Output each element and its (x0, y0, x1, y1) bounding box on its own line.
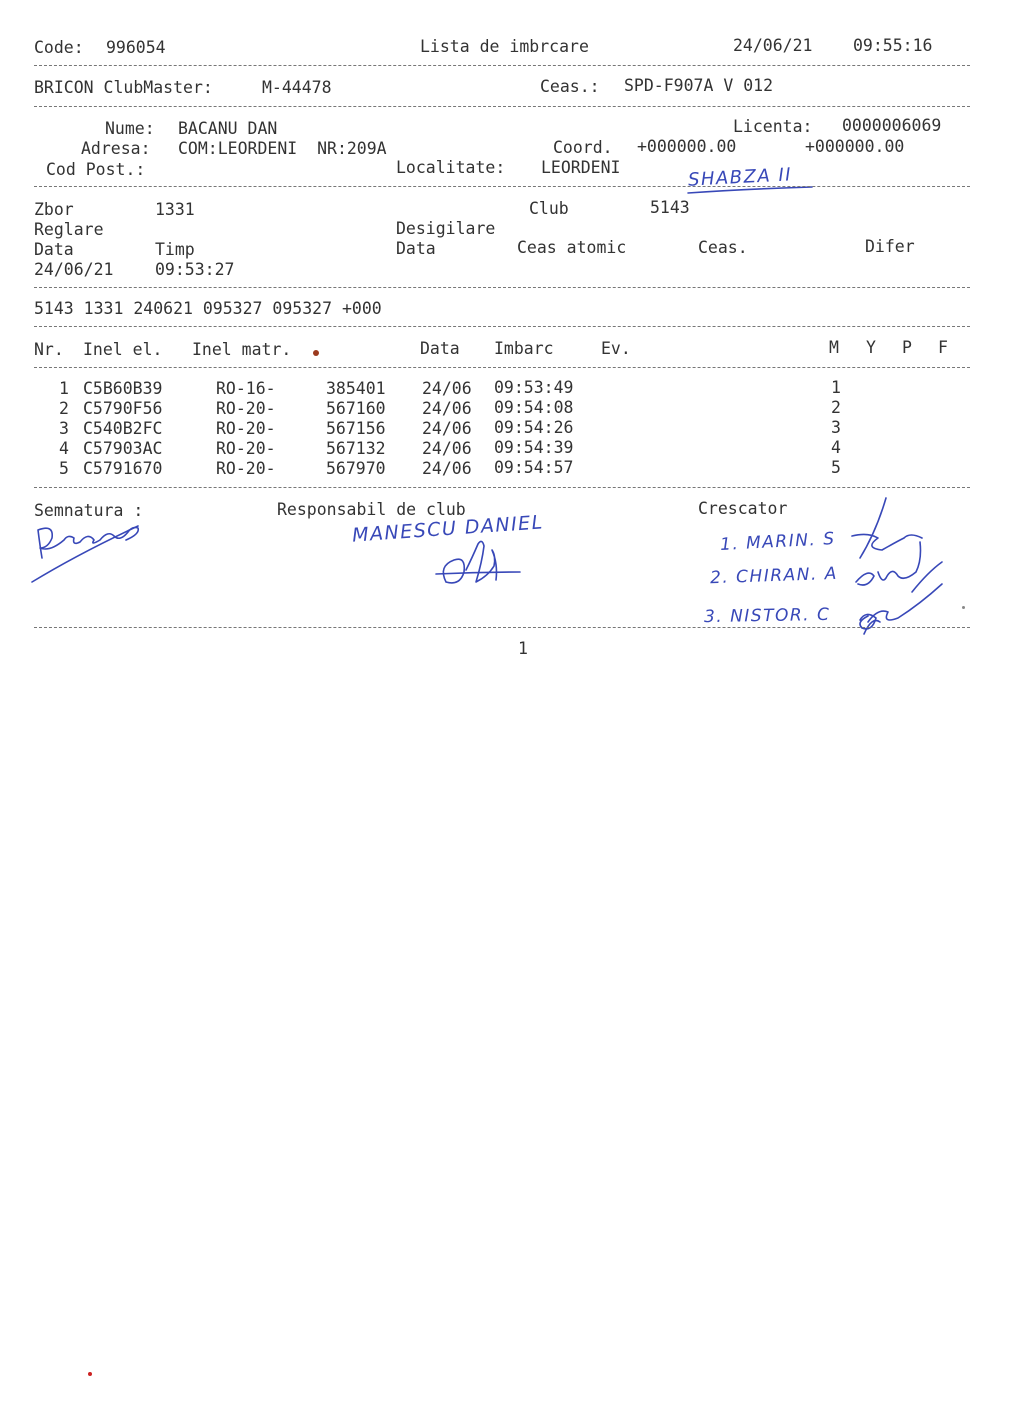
setting-label: Reglare (34, 220, 104, 239)
license-value: 0000006069 (842, 116, 942, 135)
row-time: 09:54:26 (494, 418, 574, 437)
row-chip: C5790F56 (83, 399, 163, 418)
breeder-1: 1. MARIN. S (719, 528, 836, 556)
handwritten-note: SHABZA II (687, 164, 793, 191)
row-ring-number: 567132 (326, 439, 386, 458)
row-nr: 2 (59, 399, 69, 418)
flight-label: Zbor (34, 200, 74, 219)
row-m: 2 (831, 398, 841, 417)
address-label: Adresa: (81, 139, 151, 158)
col-header-ring-number: Inel matr. (192, 340, 292, 359)
row-chip: C5B60B39 (83, 379, 163, 398)
flight-value: 1331 (155, 200, 195, 219)
divider (34, 627, 970, 628)
row-ring-number: 567156 (326, 419, 386, 438)
club-label: Club (529, 199, 569, 218)
club-value: 5143 (650, 198, 690, 217)
print-date: 24/06/21 (733, 36, 813, 55)
col-header-y: Y (866, 338, 876, 357)
atomic-clock-label: Ceas atomic (517, 238, 627, 257)
difference-label: Difer (865, 237, 915, 256)
row-chip: C540B2FC (83, 419, 163, 438)
unsealing-label: Desigilare (396, 219, 496, 238)
row-chip: C57903AC (83, 439, 163, 458)
col-header-f: F (938, 338, 948, 357)
coord-x: +000000.00 (637, 137, 737, 156)
setting-time-label: Timp (155, 240, 195, 259)
breeder-3: 3. NISTOR. C (703, 604, 831, 628)
code-value: 996054 (106, 38, 166, 57)
row-m: 3 (831, 418, 841, 437)
row-ring-prefix: RO-20- (216, 399, 276, 418)
row-ring-number: 567970 (326, 459, 386, 478)
row-time: 09:53:49 (494, 378, 574, 397)
setting-time: 09:53:27 (155, 260, 235, 279)
row-nr: 4 (59, 439, 69, 458)
col-header-event: Ev. (601, 339, 631, 358)
divider (34, 487, 970, 488)
col-header-p: P (902, 338, 912, 357)
row-date: 24/06 (422, 379, 472, 398)
coord-y: +000000.00 (805, 137, 905, 156)
setting-date-label: Data (34, 240, 74, 259)
scan-speck (88, 1372, 92, 1376)
row-ring-number: 385401 (326, 379, 386, 398)
postal-code-label: Cod Post.: (46, 160, 146, 179)
club-responsible-label: Responsabil de club (277, 500, 466, 519)
row-time: 09:54:39 (494, 438, 574, 457)
divider (34, 326, 970, 327)
row-date: 24/06 (422, 459, 472, 478)
club-responsible-signature (432, 536, 532, 596)
col-header-electronic-ring: Inel el. (83, 340, 163, 359)
row-ring-prefix: RO-16- (216, 379, 276, 398)
row-chip: C5791670 (83, 459, 163, 478)
divider (34, 186, 970, 187)
row-ring-number: 567160 (326, 399, 386, 418)
breeder-signatures (838, 492, 958, 652)
col-header-date: Data (420, 339, 460, 358)
divider (34, 106, 970, 107)
row-ring-prefix: RO-20- (216, 419, 276, 438)
name-value: BACANU DAN (178, 119, 278, 138)
divider (34, 367, 970, 368)
fancier-signature (28, 518, 148, 588)
clubmaster-label: BRICON ClubMaster: (34, 78, 213, 97)
unsealing-date-label: Data (396, 239, 436, 258)
club-responsible-name: MANESCU DANIEL (351, 511, 545, 547)
print-time: 09:55:16 (853, 36, 933, 55)
clock-value: SPD-F907A V 012 (624, 76, 774, 95)
breeder-2: 2. CHIRAN. A (709, 563, 839, 589)
row-ring-prefix: RO-20- (216, 439, 276, 458)
locality-label: Localitate: (396, 158, 506, 177)
divider (34, 287, 970, 288)
col-header-m: M (829, 338, 839, 357)
flight-code-line: 5143 1331 240621 095327 095327 +000 (34, 299, 382, 318)
clock-label: Ceas.: (540, 77, 600, 96)
row-m: 4 (831, 438, 841, 457)
address-value: COM:LEORDENI NR:209A (178, 139, 387, 158)
scan-speck (962, 606, 965, 609)
code-label: Code: (34, 38, 84, 57)
ink-speck (313, 350, 319, 356)
clubmaster-value: M-44478 (262, 78, 332, 97)
row-nr: 1 (59, 379, 69, 398)
row-ring-prefix: RO-20- (216, 459, 276, 478)
row-nr: 5 (59, 459, 69, 478)
license-label: Licenta: (733, 117, 813, 136)
coord-label: Coord. (553, 138, 613, 157)
locality-value: LEORDENI (541, 158, 621, 177)
row-m: 5 (831, 458, 841, 477)
page-number: 1 (518, 639, 528, 658)
col-header-nr: Nr. (34, 340, 64, 359)
row-date: 24/06 (422, 399, 472, 418)
col-header-basketing: Imbarc (494, 339, 554, 358)
name-label: Nume: (105, 119, 155, 138)
signature-label: Semnatura : (34, 501, 144, 520)
divider (34, 65, 970, 66)
row-date: 24/06 (422, 419, 472, 438)
setting-date: 24/06/21 (34, 260, 114, 279)
row-time: 09:54:57 (494, 458, 574, 477)
row-time: 09:54:08 (494, 398, 574, 417)
clock-col-label: Ceas. (698, 238, 748, 257)
row-date: 24/06 (422, 439, 472, 458)
document-title: Lista de imbrcare (420, 37, 589, 56)
row-nr: 3 (59, 419, 69, 438)
row-m: 1 (831, 378, 841, 397)
breeder-label: Crescator (698, 499, 788, 518)
